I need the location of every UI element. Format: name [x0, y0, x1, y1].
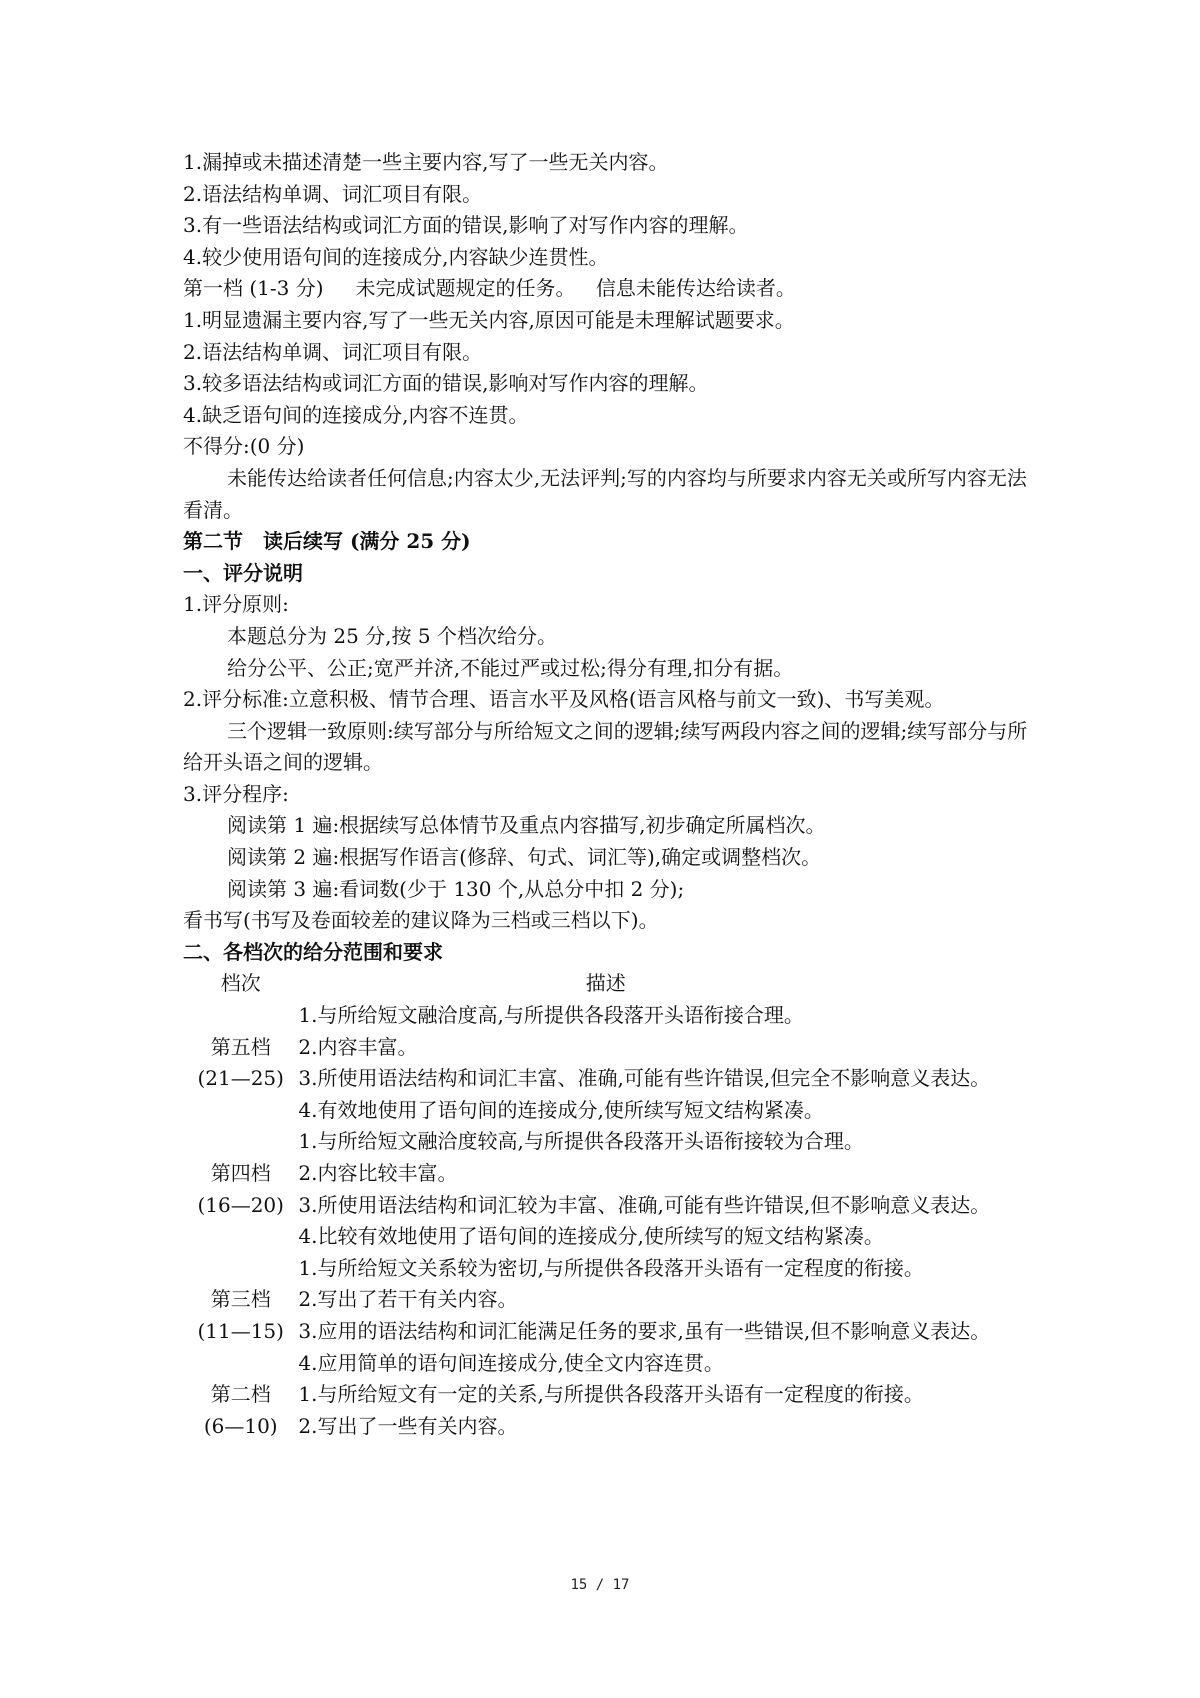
desc-item: 1.与所给短文有一定的关系,与所提供各段落开头语有一定程度的衔接。 — [298, 1382, 924, 1407]
table-row — [183, 1379, 1033, 1442]
grade-cell — [183, 1379, 298, 1442]
tier1-heading — [183, 273, 1033, 305]
grade-cell — [183, 1000, 298, 1126]
tier1-name: 第一档 — [183, 276, 243, 301]
procedure-item: 阅读第 3 遍:看词数(少于 130 个,从总分中扣 2 分); — [227, 876, 685, 901]
tier1-criteria-list — [183, 305, 1033, 431]
standard-label: 2.评分标准:立意积极、情节合理、语言水平及风格(语言风格与前文一致)、书写美观。 — [183, 687, 945, 712]
procedure-item: 阅读第 1 遍:根据续写总体情节及重点内容描写,初步确定所属档次。 — [227, 813, 826, 838]
page-content — [183, 147, 1033, 1442]
grade-cell — [183, 1126, 298, 1252]
grade-name: 第三档 — [210, 1287, 271, 1312]
section2-title: 第二节 读后续写 (满分 25 分) — [183, 529, 471, 554]
grade-cell — [183, 1253, 298, 1379]
tier2-criteria-list — [183, 147, 1033, 273]
desc-item: 2.内容丰富。 — [298, 1034, 418, 1059]
zero-score-label: 不得分:(0 分) — [183, 434, 305, 459]
desc-cell — [298, 1253, 1033, 1379]
grade-name: 第二档 — [210, 1382, 271, 1407]
desc-item: 4.应用简单的语句间连接成分,使全文内容连贯。 — [298, 1350, 724, 1375]
grade-name: 第五档 — [210, 1034, 271, 1059]
grade-range: (11—15) — [197, 1318, 284, 1343]
tier1-range: (1-3 分) — [249, 276, 324, 301]
list-item: 2.语法结构单调、词汇项目有限。 — [183, 339, 483, 364]
principle-label: 1.评分原则: — [183, 592, 289, 617]
procedure-item: 阅读第 2 遍:根据写作语言(修辞、句式、词汇等),确定或调整档次。 — [227, 845, 822, 870]
procedure-label: 3.评分程序: — [183, 781, 289, 806]
list-item: 4.缺乏语句间的连接成分,内容不连贯。 — [183, 402, 529, 427]
desc-cell — [298, 1379, 1033, 1442]
part2-title: 二、各档次的给分范围和要求 — [183, 939, 443, 964]
part1-title: 一、评分说明 — [183, 560, 303, 585]
desc-item: 2.内容比较丰富。 — [298, 1161, 458, 1185]
desc-item: 4.有效地使用了语句间的连接成分,使所续写短文结构紧凑。 — [298, 1097, 824, 1122]
table-row — [183, 1253, 1033, 1379]
list-item: 3.有一些语法结构或词汇方面的错误,影响了对写作内容的理解。 — [183, 213, 749, 238]
table-header-row — [183, 968, 1033, 1000]
desc-item: 4.比较有效地使用了语句间的连接成分,使所续写的短文结构紧凑。 — [298, 1224, 884, 1249]
desc-cell — [298, 1000, 1033, 1126]
desc-item: 1.与所给短文关系较为密切,与所提供各段落开头语有一定程度的衔接。 — [298, 1255, 924, 1280]
tier1-info: 信息未能传达给读者。 — [595, 276, 796, 301]
grade-range: (21—25) — [197, 1066, 284, 1091]
list-item: 2.语法结构单调、词汇项目有限。 — [183, 181, 483, 206]
header-desc: 描述 — [585, 971, 626, 996]
handwriting-text: 看书写(书写及卷面较差的建议降为三档或三档以下)。 — [183, 908, 659, 933]
desc-item: 2.写出了一些有关内容。 — [298, 1413, 518, 1438]
zero-score-text: 未能传达给读者任何信息;内容太少,无法评判;写的内容均与所要求内容无关或所写内容无法看清。 — [183, 465, 1027, 522]
grade-range: (6—10) — [203, 1413, 278, 1438]
table-row — [183, 1126, 1033, 1252]
list-item: 3.较多语法结构或词汇方面的错误,影响对写作内容的理解。 — [183, 371, 709, 396]
header-grade: 档次 — [220, 971, 261, 996]
list-item: 1.明显遗漏主要内容,写了一些无关内容,原因可能是未理解试题要求。 — [183, 307, 795, 332]
principle-item: 本题总分为 25 分,按 5 个档次给分。 — [227, 623, 557, 648]
grade-range: (16—20) — [197, 1192, 284, 1217]
desc-item: 1.与所给短文融洽度高,与所提供各段落开头语衔接合理。 — [298, 1003, 804, 1028]
grade-name: 第四档 — [210, 1161, 271, 1185]
logic-text: 三个逻辑一致原则:续写部分与所给短文之间的逻辑;续写两段内容之间的逻辑;续写部分与所给开头语之间的逻辑。 — [183, 718, 1028, 775]
desc-item: 3.应用的语法结构和词汇能满足任务的要求,虽有一些错误,但不影响意义表达。 — [298, 1318, 991, 1343]
desc-item: 3.所使用语法结构和词汇较为丰富、准确,可能有些许错误,但不影响意义表达。 — [298, 1192, 991, 1217]
list-item: 4.较少使用语句间的连接成分,内容缺少连贯性。 — [183, 244, 609, 269]
principle-item: 给分公平、公正;宽严并济,不能过严或过松;得分有理,扣分有据。 — [227, 655, 794, 680]
desc-item: 3.所使用语法结构和词汇丰富、准确,可能有些许错误,但完全不影响意义表达。 — [298, 1066, 991, 1091]
tier1-task: 未完成试题规定的任务。 — [355, 276, 576, 301]
desc-item: 2.写出了若干有关内容。 — [298, 1287, 518, 1312]
list-item: 1.漏掉或未描述清楚一些主要内容,写了一些无关内容。 — [183, 150, 669, 174]
desc-cell — [298, 1126, 1033, 1252]
table-row — [183, 1000, 1033, 1126]
page-number: 15 / 17 — [570, 1577, 630, 1593]
desc-item: 1.与所给短文融洽度较高,与所提供各段落开头语衔接较为合理。 — [298, 1129, 864, 1154]
grades-table — [183, 968, 1033, 1442]
